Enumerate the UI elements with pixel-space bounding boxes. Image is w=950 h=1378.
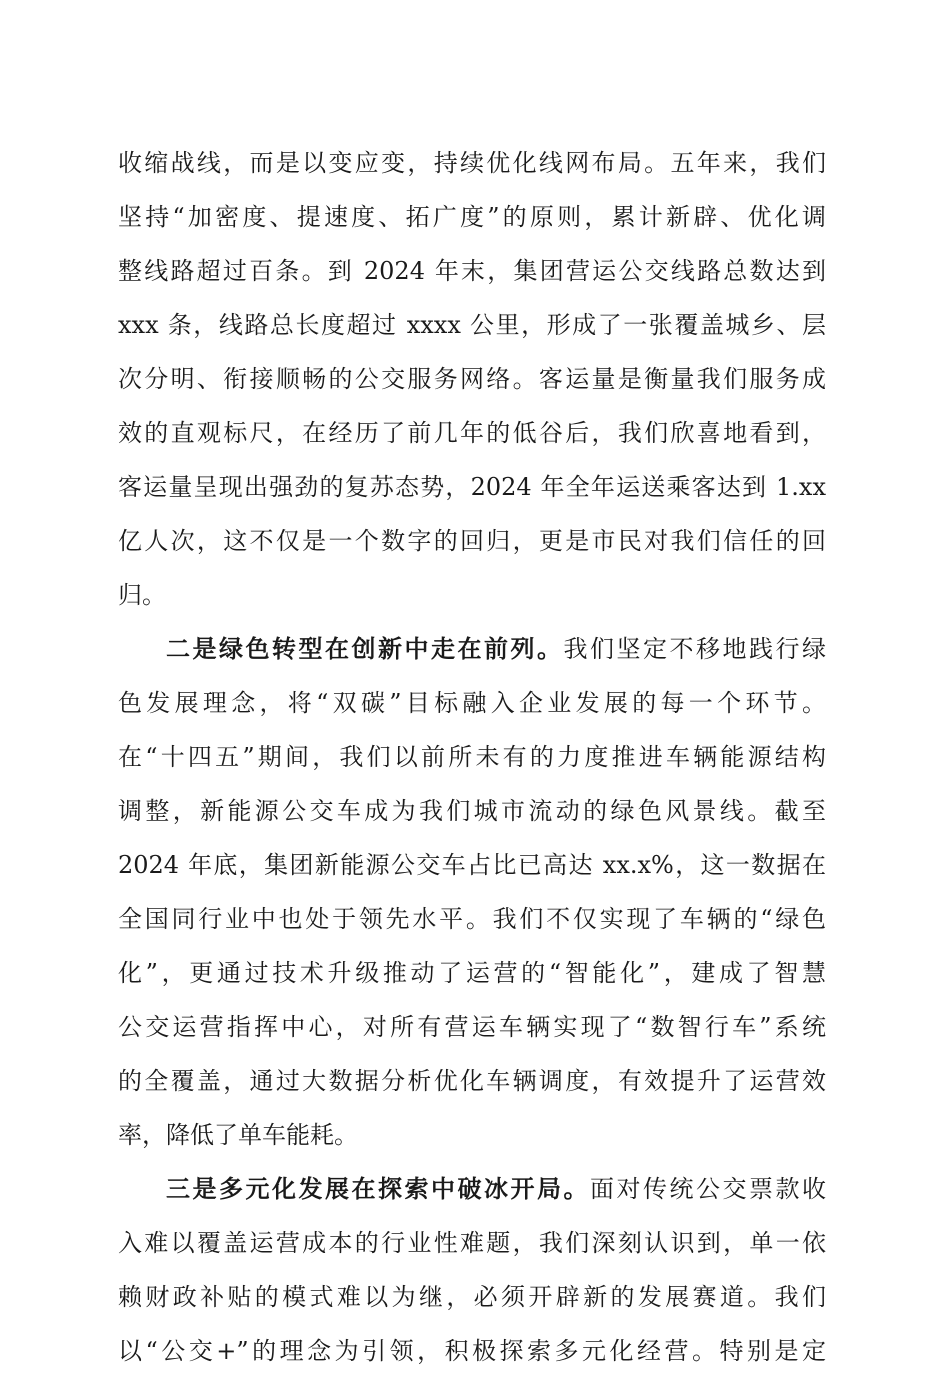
- text-line: 公交运营指挥中心，对所有营运车辆实现了“数智行车”系统: [118, 1013, 826, 1041]
- text-line: 以“公交+”的理念为引领，积极探索多元化经营。特别是定: [118, 1337, 826, 1365]
- text-line: 效的直观标尺，在经历了前几年的低谷后，我们欣喜地看到，: [118, 419, 826, 447]
- text-line: 2024 年底，集团新能源公交车占比已高达 xx.x%，这一数据在: [118, 851, 826, 879]
- text-line: 在“十四五”期间，我们以前所未有的力度推进车辆能源结构: [118, 743, 826, 771]
- paragraph-3: [118, 1162, 826, 1378]
- text-line: 化”，更通过技术升级推动了运营的“智能化”，建成了智慧: [118, 959, 826, 987]
- text-line: 调整，新能源公交车成为我们城市流动的绿色风景线。截至: [118, 797, 826, 825]
- text-line: 色发展理念，将“双碳”目标融入企业发展的每一个环节。: [118, 689, 826, 717]
- text-line: 整线路超过百条。到 2024 年末，集团营运公交线路总数达到: [118, 257, 826, 285]
- text-line: 的全覆盖，通过大数据分析优化车辆调度，有效提升了运营效: [118, 1067, 826, 1095]
- text-line: 入难以覆盖运营成本的行业性难题，我们深刻认识到，单一依: [118, 1229, 826, 1257]
- text-line: xxx 条，线路总长度超过 xxxx 公里，形成了一张覆盖城乡、层: [118, 311, 826, 339]
- text-line: 收缩战线，而是以变应变，持续优化线网布局。五年来，我们: [118, 149, 826, 177]
- paragraph-heading: 三是多元化发展在探索中破冰开局。: [166, 1174, 590, 1203]
- paragraph-first-line: [118, 622, 826, 676]
- text-line: 亿人次，这不仅是一个数字的回归，更是市民对我们信任的回: [118, 527, 826, 555]
- text-line: 坚持“加密度、提速度、拓广度”的原则，累计新辟、优化调: [118, 203, 826, 231]
- text-line: 率，降低了单车能耗。: [118, 1121, 358, 1149]
- paragraph-1: [118, 136, 826, 622]
- text-line: 全国同行业中也处于领先水平。我们不仅实现了车辆的“绿色: [118, 905, 826, 933]
- paragraph-2: [118, 622, 826, 1162]
- paragraph-first-line: [118, 1162, 826, 1216]
- text-line: 次分明、衔接顺畅的公交服务网络。客运量是衡量我们服务成: [118, 365, 826, 393]
- document-body: [118, 136, 826, 1378]
- text-line: 归。: [118, 581, 166, 609]
- paragraph-heading: 二是绿色转型在创新中走在前列。: [166, 634, 564, 663]
- paragraph-text: 面对传统公交票款收: [590, 1175, 826, 1203]
- text-line: 客运量呈现出强劲的复苏态势，2024 年全年运送乘客达到 1.xx: [118, 473, 826, 501]
- text-line: 赖财政补贴的模式难以为继，必须开辟新的发展赛道。我们: [118, 1283, 826, 1311]
- paragraph-text: 我们坚定不移地践行绿: [563, 635, 826, 663]
